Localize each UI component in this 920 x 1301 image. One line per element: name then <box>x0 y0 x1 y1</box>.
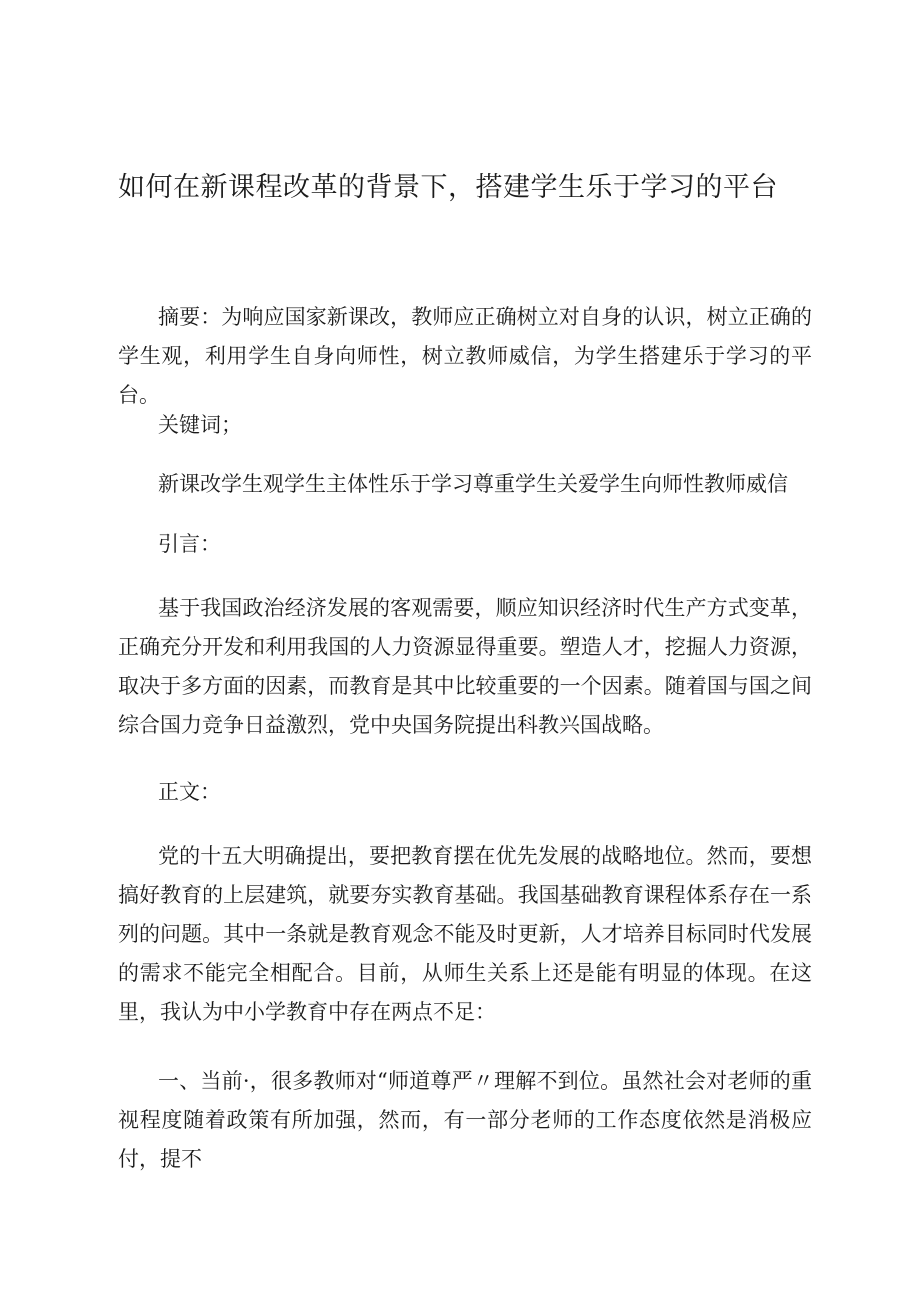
body-label: 正文： <box>158 780 221 804</box>
keywords-label: 关键词； <box>158 413 242 437</box>
keywords-text: 新课改学生观学生主体性乐于学习尊重学生关爱学生向师性教师威信 <box>158 472 788 496</box>
intro-label: 引言： <box>158 532 221 556</box>
intro-paragraph: 基于我国政治经济发展的客观需要，顺应知识经济时代生产方式变革，正确充分开发和利用我国的人力资源显得重要。塑造人才，挖掘人力资源，取决于多方面的因素，而教育是其中比较重要的一个因素。随着国与国之间综合国力竞争日益激烈，党中央国务院提出科教兴国战略。 <box>118 596 812 737</box>
body-paragraph-1: 党的十五大明确提出，要把教育摆在优先发展的战略地位。然而，要想搞好教育的上层建筑，就要夯实教育基础。我国基础教育课程体系存在一系列的问题。其中一条就是教育观念不能及时更新，人才培养目标同时代发展的需求不能完全相配合。目前，从师生关系上还是能有明显的体现。在这里，我认为中小学教育中存在两点不足： <box>118 844 812 1024</box>
document-title: 如何在新课程改革的背景下，搭建学生乐于学习的平台 <box>118 172 778 203</box>
abstract-paragraph: 摘要：为响应国家新课改，教师应正确树立对自身的认识，树立正确的学生观，利用学生自身向师性，树立教师威信，为学生搭建乐于学习的平台。 <box>118 305 812 407</box>
body-paragraph-2: 一、当前·，很多教师对“师道尊严〃理解不到位。虽然社会对老师的重视程度随着政策有所加强，然而，有一部分老师的工作态度依然是消极应付，提不 <box>118 1069 812 1171</box>
